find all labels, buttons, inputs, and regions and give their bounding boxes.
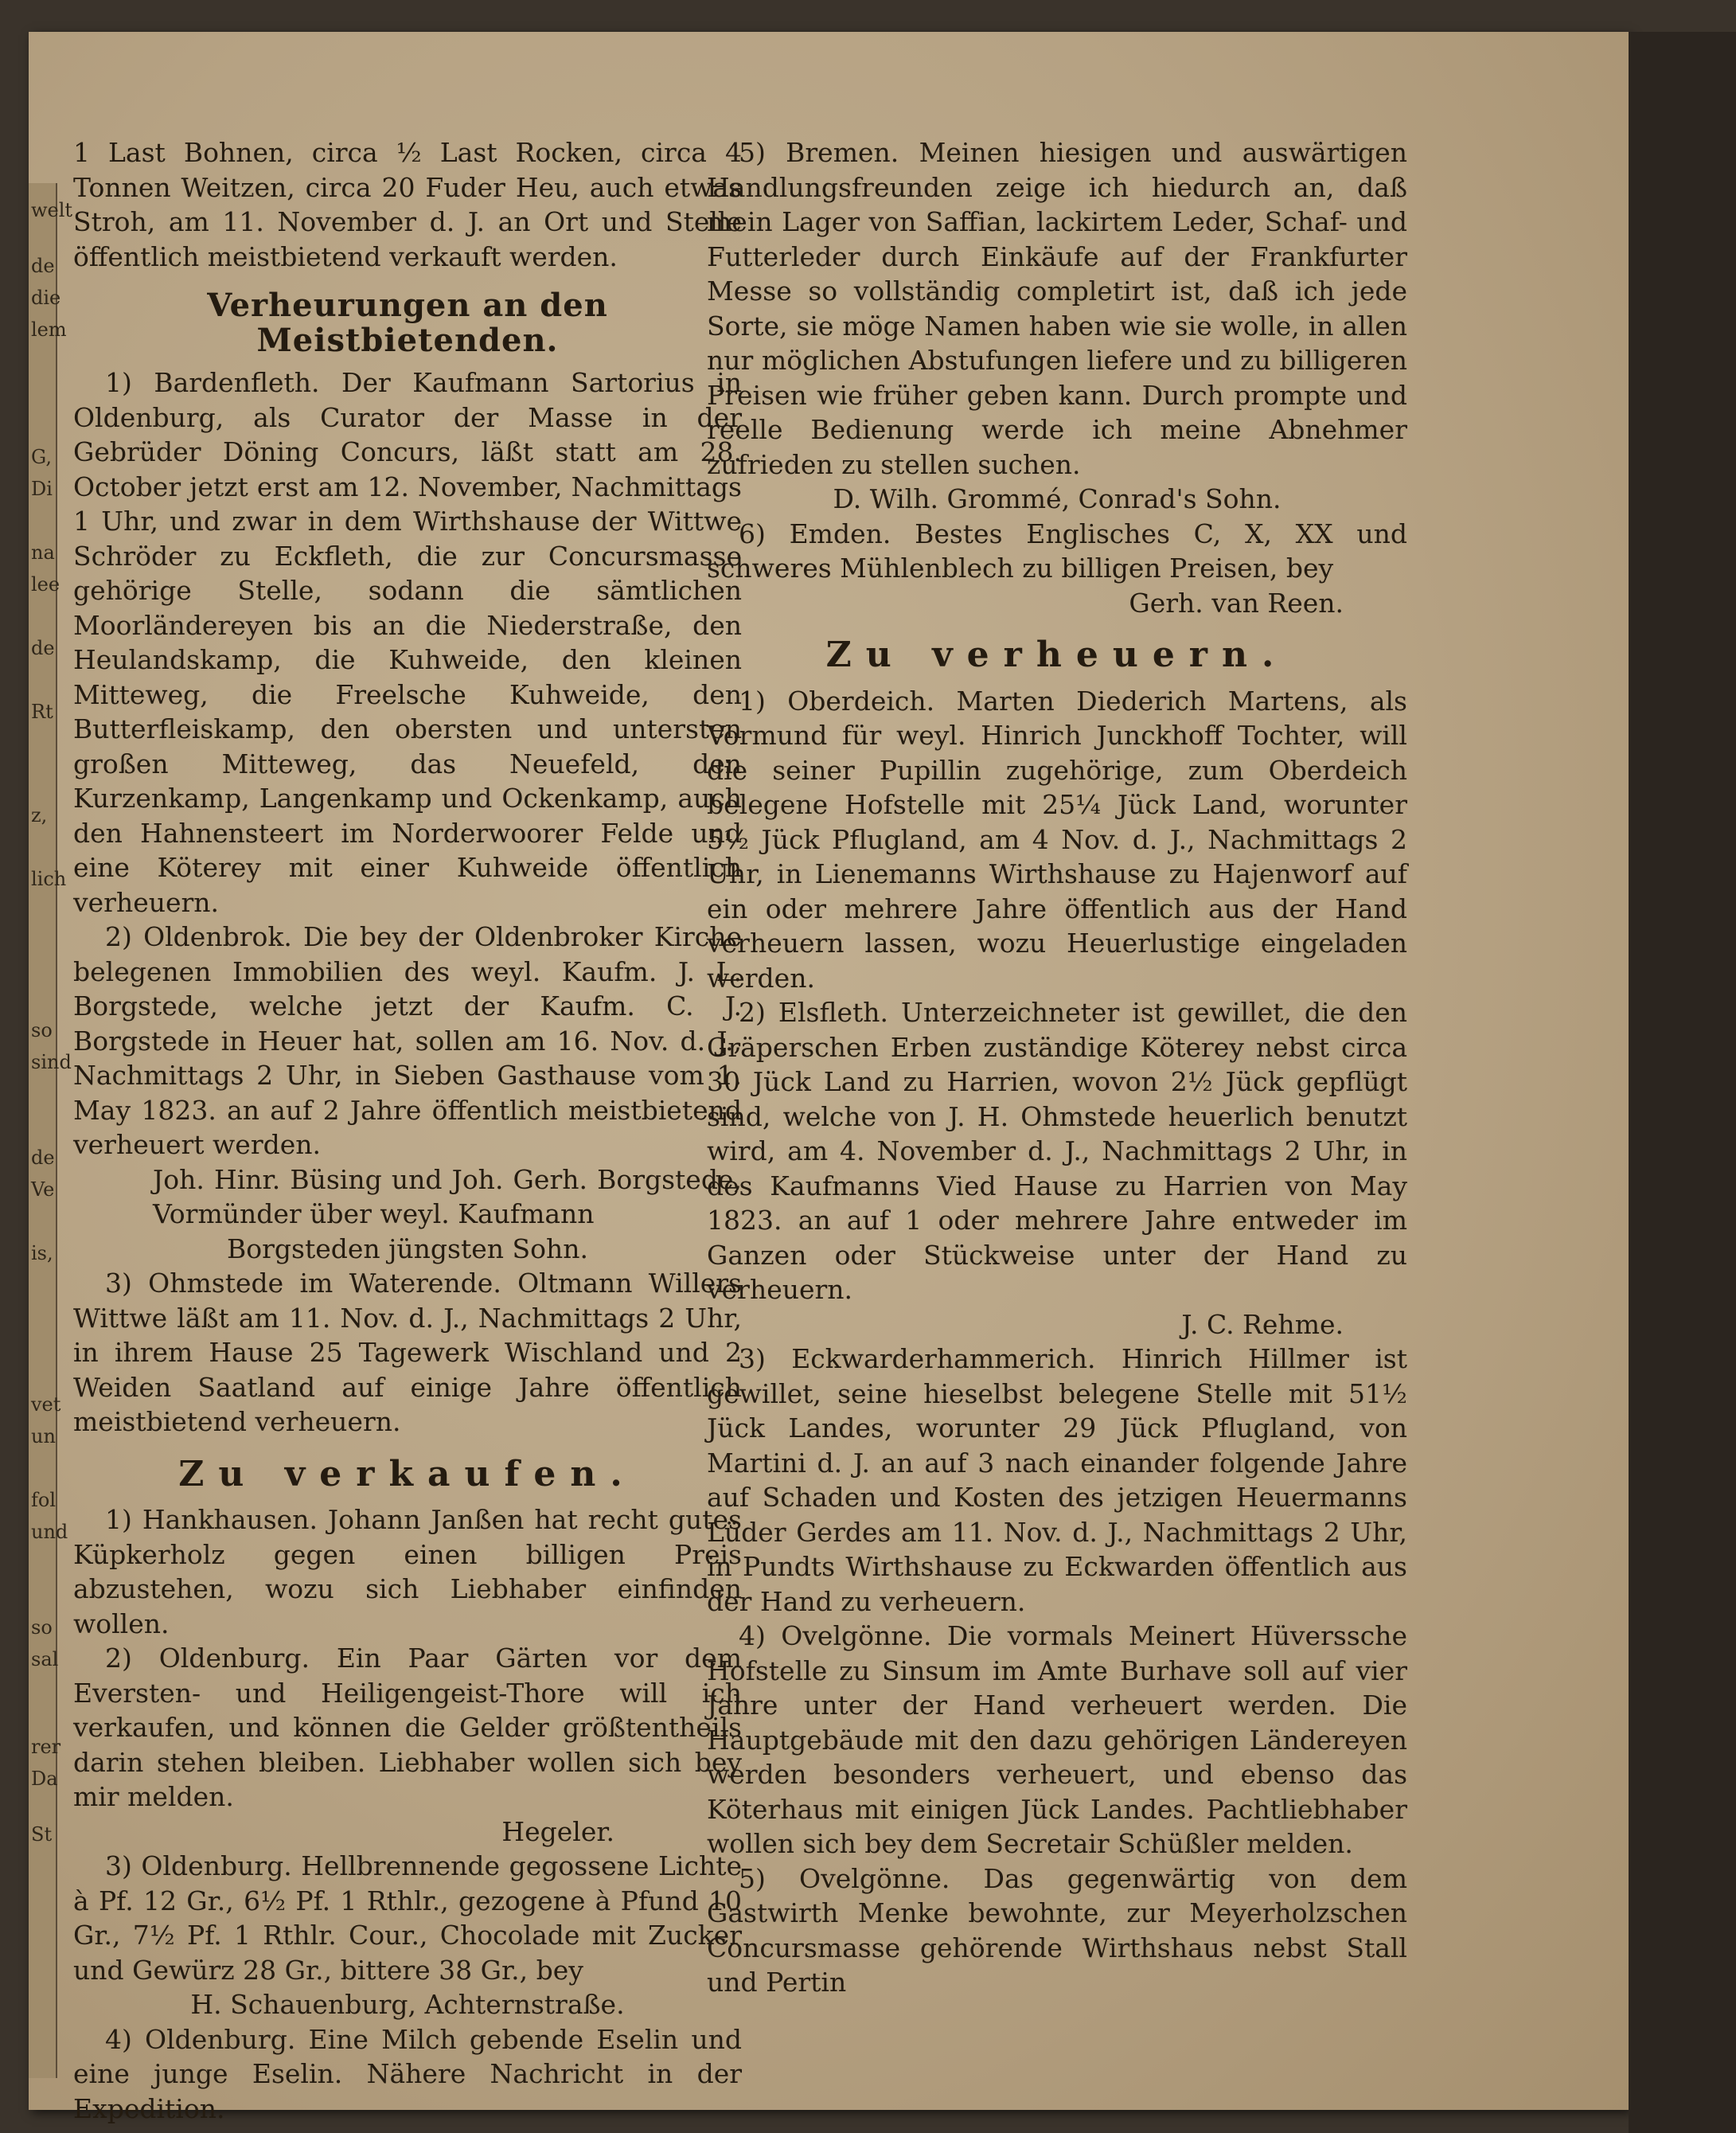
signature-schauenburg: H. Schauenburg, Achternstraße. <box>190 1989 625 2020</box>
margin-fragment: sal <box>31 1648 59 1670</box>
margin-fragment: die <box>31 287 61 309</box>
margin-fragment: vet <box>31 1393 61 1416</box>
right-column <box>707 135 1407 2000</box>
margin-fragment: Rt <box>31 701 53 723</box>
section-heading-sell: Zu verkaufen. <box>178 1453 637 1494</box>
listing-hankhausen: 1) Hankhausen. Johann Janßen hat recht gutes Küpkerholz gegen einen billigen Preis abzustehen, wozu sich Liebhaber einfinden wollen. <box>73 1504 742 1639</box>
signature-van-reen: Gerh. van Reen. <box>1129 587 1344 619</box>
margin-fragment: fol <box>31 1489 57 1511</box>
margin-fragment: und <box>31 1521 68 1543</box>
signature-hegeler: Hegeler. <box>501 1815 614 1847</box>
listing-bremen: 5) Bremen. Meinen hiesigen und auswärtigen Handlungsfreunden zeige ich hiedurch an, daß mein Lager von Saffian, lackirtem Leder, Schaf- und Futterleder durch Einkäufe auf der Frankfurter Messe so vollständig completirt ist, daß ich jede Sorte, sie möge Namen haben wie sie wolle, in allen nur möglichen Abstufungen liefere und zu billigeren Preisen wie früher geben kann. Durch prompte und reelle Bedienung werde ich meine Abnehmer zufrieden zu stellen suchen. <box>707 137 1407 480</box>
signature-gromme: D. Wilh. Grommé, Conrad's Sohn. <box>833 483 1282 514</box>
margin-fragment: lich <box>31 868 67 890</box>
listing-oberdeich: 1) Oberdeich. Marten Diederich Martens, als Vormund für weyl. Hinrich Junckhoff Tochter, will die seiner Pupillin zugehörige, zum Oberdeich belegene Hofstelle mit 25¼ Jück Land, worunter 5½ Jück Pflugland, am 4 Nov. d. J., Nachmittags 2 Uhr, in Lienemanns Wirthshause zu Hajenworf auf ein oder mehrere Jahre öffentlich aus der Hand verheuern lassen, wozu Heuerlustige eingeladen werden. <box>707 685 1407 994</box>
listing-ovelgoenne-2: 5) Ovelgönne. Das gegenwärtig von dem Gastwirth Menke bewohnte, zur Meyerholzschen Concursmasse gehörende Wirthshaus nebst Stall und Pertin <box>707 1862 1407 1998</box>
section-heading-rent: Verheurungen an den Meistbietenden. <box>207 287 608 359</box>
section-heading-let: Zu verheuern. <box>825 635 1289 675</box>
listing-eckwarderhammerich: 3) Eckwarderhammerich. Hinrich Hillmer ist gewillet, seine hieselbst belegene Stelle mit 51½ Jück Landes, worunter 29 Jück Pflugland, von Martini d. J. an auf 3 nach einander folgende Jahre auf Schaden und Kosten des jetzigen Heuermanns Lüder Gerdes am 11. Nov. d. J., Nachmittags 2 Uhr, in Pundts Wirthshause zu Eckwarden öffentlich aus der Hand zu verheuern. <box>707 1343 1407 1617</box>
listing-oldenburg-candles: 3) Oldenburg. Hellbrennende gegossene Lichte à Pf. 12 Gr., 6½ Pf. 1 Rthlr., gezogene à Pfund 10 Gr., 7½ Pf. 1 Rthlr. Cour., Chocolade mit Zucker und Gewürz 28 Gr., bittere 38 Gr., bey <box>73 1850 742 1986</box>
margin-fragment: so <box>31 1616 53 1639</box>
margin-fragment: welt <box>31 199 73 221</box>
margin-fragment: Di <box>31 478 53 500</box>
scan-background-edge <box>1629 32 1736 2133</box>
listing-bardenfleth: 1) Bardenfleth. Der Kaufmann Sartorius in Oldenburg, als Curator der Masse in der Gebrüder Döning Concurs, läßt statt am 28. October jetzt erst am 12. November, Nachmittags 1 Uhr, und zwar in dem Wirthshause der Wittwe Schröder zu Eckfleth, die zur Concursmasse gehörige Stelle, sodann die sämtlichen Moorländereyen bis an die Niederstraße, den Heulandskamp, die Kuhweide, den kleinen Mitteweg, die Freelsche Kuhweide, den Butterfleiskamp, den obersten und untersten großen Mitteweg, das Neuefeld, den Kurzenkamp, Langenkamp und Ockenkamp, auch den Hahnensteert im Norderwoorer Felde und eine Köterey mit einer Kuhweide öffentlich verheuern. <box>73 367 742 918</box>
listing-oldenburg-donkey: 4) Oldenburg. Eine Milch gebende Eselin und eine junge Eselin. Nähere Nachricht in der Expedition. <box>73 2023 742 2124</box>
margin-fragment: Da <box>31 1768 58 1790</box>
listing-oldenbrok-signature: Joh. Hinr. Büsing und Joh. Gerh. Borgstede, Vormünder über weyl. Kaufmann <box>153 1163 742 1229</box>
listing-ohmstede: 3) Ohmstede im Waterende. Oltmann Willers Wittwe läßt am 11. Nov. d. J., Nachmittags 2 Uhr, in ihrem Hause 25 Tagewerk Wischland und 2 Weiden Saatland auf einige Jahre öffentlich meistbietend verheuern. <box>73 1268 742 1437</box>
margin-fragment: na <box>31 541 55 564</box>
margin-fragment: lee <box>31 573 60 596</box>
signature-rehme: J. C. Rehme. <box>1181 1308 1344 1340</box>
margin-fragment: z, <box>31 804 48 826</box>
margin-fragment: rer <box>31 1736 61 1758</box>
margin-fragment: St <box>31 1823 53 1846</box>
listing-elsfleth: 2) Elsfleth. Unterzeichneter ist gewillet, die den Gräperschen Erben zuständige Köterey nebst circa 30 Jück Land zu Harrien, wovon 2½ Jück gepflügt sind, welche von J. H. Ohmstede heuerlich benutzt wird, am 4. November d. J., Nachmittags 2 Uhr, in des Kaufmanns Vied Hause zu Harrien von May 1823. an auf 1 oder mehrere Jahre entweder im Ganzen oder Stückweise unter der Hand zu verheuern. <box>707 997 1407 1305</box>
margin-fragment: lem <box>31 318 67 341</box>
margin-fragment: de <box>31 1147 55 1169</box>
margin-fragment: un <box>31 1425 56 1447</box>
margin-fragment: G, <box>31 446 52 468</box>
margin-fragment: is, <box>31 1242 53 1264</box>
listing-ovelgoenne-1: 4) Ovelgönne. Die vormals Meinert Hüverssche Hofstelle zu Sinsum im Amte Burhave soll auf vier Jahre unter der Hand verheuert werden. Die Hauptgebäude mit den dazu gehörigen Ländereyen werden besonders verheuert, und ebenso das Köterhaus mit einigen Jück Landes. Pachtliebhaber wollen sich bey dem Secretair Schüßler melden. <box>707 1620 1407 1859</box>
listing-oldenbrok: 2) Oldenbrok. Die bey der Oldenbroker Kirche belegenen Immobilien des weyl. Kaufm. J. L. Borgstede, welche jetzt der Kaufm. C. J. Borgstede in Heuer hat, sollen am 16. Nov. d. J., Nachmittags 2 Uhr, in Sieben Gasthause vom 1. May 1823. an auf 2 Jahre öffentlich meistbietend verheuert werden. <box>73 921 742 1160</box>
left-column <box>73 135 742 2126</box>
margin-fragment: de <box>31 255 55 277</box>
listing-emden: 6) Emden. Bestes Englisches C, X, XX und schweres Mühlenblech zu billigen Preisen, bey <box>707 518 1407 584</box>
listing-oldenburg-gardens: 2) Oldenburg. Ein Paar Gärten vor dem Eversten- und Heiligengeist-Thore will ich verkaufen, und können die Gelder größtentheils darin stehen bleiben. Liebhaber wollen sich bey mir melden. <box>73 1643 742 1812</box>
intro-paragraph: 1 Last Bohnen, circa ½ Last Rocken, circa 4 Tonnen Weitzen, circa 20 Fuder Heu, auch etwas Stroh, am 11. November d. J. an Ort und Stelle öffentlich meistbietend verkauft werden. <box>73 137 742 272</box>
margin-fragment: Ve <box>31 1178 55 1201</box>
previous-page-edge <box>29 183 73 2078</box>
margin-fragment: de <box>31 637 55 659</box>
margin-fragment: so <box>31 1019 53 1041</box>
listing-oldenbrok-signature-2: Borgsteden jüngsten Sohn. <box>227 1233 588 1264</box>
margin-fragment: sind <box>31 1051 72 1073</box>
